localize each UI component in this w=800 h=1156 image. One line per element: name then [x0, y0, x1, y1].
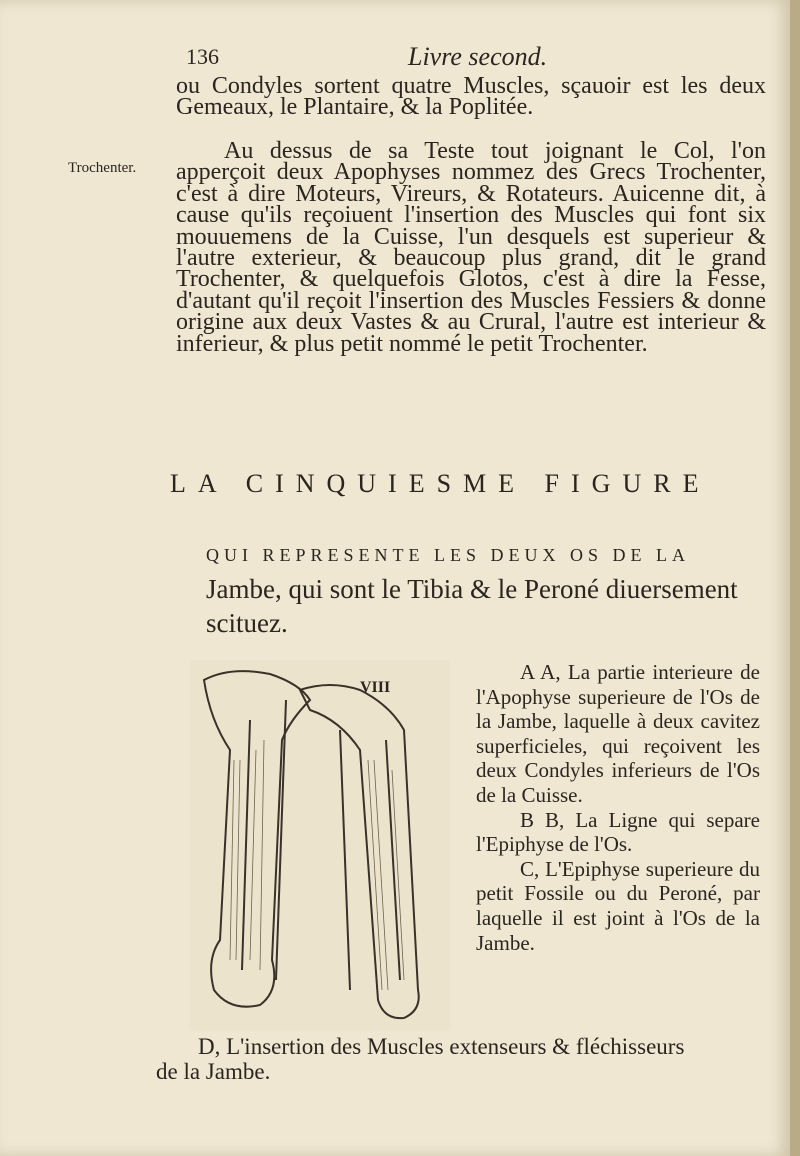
- subheading-caps: QUI REPRESENTE LES DEUX OS DE LA: [206, 545, 690, 565]
- page-edge: [790, 0, 800, 1156]
- figure-number: VIII: [360, 679, 391, 696]
- page-number: 136: [186, 44, 219, 69]
- figure-heading: LA CINQUIESME FIGURE: [170, 469, 711, 498]
- paragraph-2: Au dessus de sa Teste tout joignant le Col, l'on apperçoit deux Apophyses nommez des Grecs Trochenter, c'est à dire Moteurs, Vireurs, & Rotateurs. Auicenne dit, à cause qu'ils reçoiuent l'insertion des Muscles qui font six mouuemens de la Cuisse, l'un desquels est superieur & l'autre exterieur, & beaucoup plus grand, dit le grand Trochenter, & quelquefois Glotos, c'est à dire la Fesse, d'autant qu'il reçoit l'insertion des Muscles Fessiers & donne origine aux deux Vastes & au Crural, l'autre est interieur & inferieur, & plus petit nommé le petit Trochenter.: [176, 138, 766, 357]
- figure-subheading: [206, 535, 762, 640]
- margin-note: Trochenter.: [68, 160, 137, 176]
- leg-bones-engraving: [190, 660, 450, 1030]
- legend-item-d-line1: D, L'insertion des Muscles extenseurs & fléchisseurs: [198, 1034, 685, 1059]
- legend-item-c: C, L'Epiphyse superieure du petit Fossile ou du Peroné, par laquelle il est joint à l'Os de la Jambe.: [476, 856, 760, 955]
- subheading-rest: Jambe, qui sont le Tibia & le Peroné diuersement scituez.: [206, 574, 738, 638]
- legend-item-aa: A A, La partie interieure de l'Apophyse superieure de l'Os de la Jambe, laquelle à deux cavitez superficieles, qui reçoivent les deux Condyles inferieurs de l'Os de la Cuisse.: [476, 660, 760, 807]
- paragraph-1: ou Condyles sortent quatre Muscles, sçauoir est les deux Gemeaux, le Plantaire, & la Poplitée.: [176, 73, 766, 121]
- running-head: Livre second.: [408, 42, 548, 71]
- legend-item-bb: B B, La Ligne qui separe l'Epiphyse de l'Os.: [476, 807, 760, 857]
- figure-legend: [476, 660, 760, 955]
- page-header: [186, 40, 746, 76]
- legend-item-d-line2: de la Jambe.: [156, 1059, 271, 1084]
- legend-item-d: [156, 1034, 766, 1084]
